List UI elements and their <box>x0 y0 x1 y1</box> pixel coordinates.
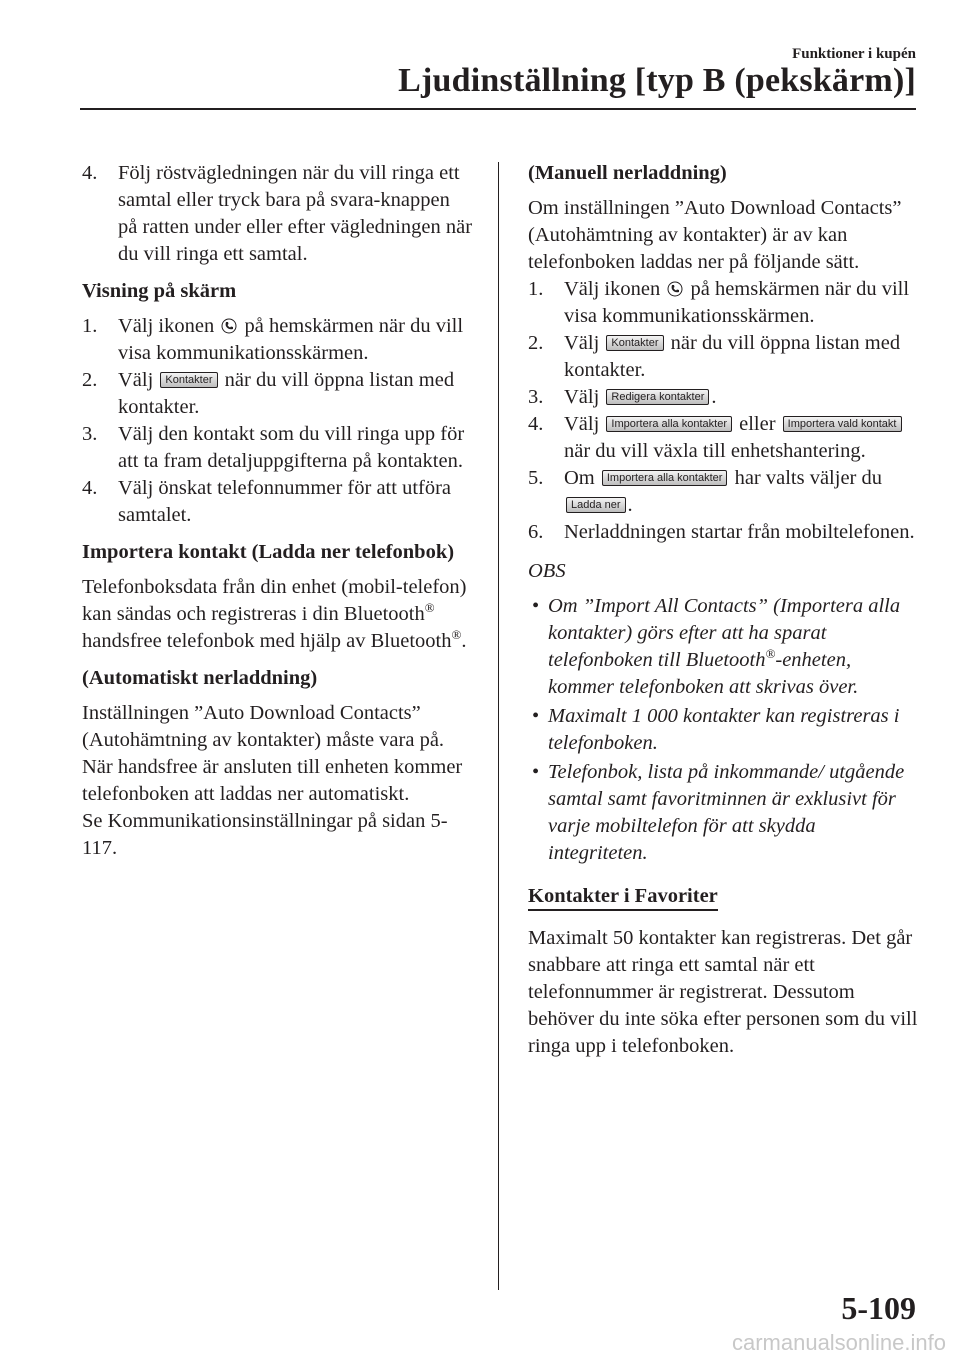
step-text-before: Om <box>564 467 595 489</box>
step-text-before: Välj <box>118 369 154 391</box>
registered-mark: ® <box>424 600 435 616</box>
manual-step-3 <box>528 384 920 411</box>
step-number: 2. <box>528 332 544 354</box>
step-text-before: Välj <box>564 332 600 354</box>
step-text-after: när du vill växla till enhetshantering. <box>564 440 866 462</box>
favorites-paragraph: Maximalt 50 kontakter kan registreras. Det går snabbare att ringa ett samtal när ett telefonnummer är registrerat. Dessutom behöver du inte söka efter personen som du vill ringa upp i telefonboken. <box>528 927 918 1057</box>
manual-download-paragraph: Om inställningen ”Auto Download Contacts” (Autohämtning av kontakter) är av kan telefonboken laddas ner på följande sätt. <box>528 197 902 273</box>
import-text-2: handsfree telefonbok med hjälp av Bluetooth <box>82 630 452 652</box>
contacts-button[interactable]: Kontakter <box>606 335 663 351</box>
left-column <box>82 160 472 862</box>
manual-step-1 <box>528 276 920 330</box>
note-text: Telefonbok, lista på inkommande/ utgående samtal samt favoritminnen är exklusivt för varje mobiltelefon för att skydda integriteten. <box>548 761 905 864</box>
step-text-after: . <box>627 494 633 516</box>
step-number: 3. <box>82 423 98 445</box>
display-heading: Visning på skärm <box>82 280 237 302</box>
step-number: 6. <box>528 521 544 543</box>
right-column <box>528 160 920 1060</box>
step-text-before: Välj <box>564 386 600 408</box>
step-text-after: . <box>711 386 717 408</box>
favorites-heading: Kontakter i Favoriter <box>528 883 718 911</box>
step-number: 3. <box>528 386 544 408</box>
voice-step-4 <box>82 160 472 268</box>
step-number: 1. <box>82 315 98 337</box>
note-text: Maximalt 1 000 kontakter kan registreras i telefonboken. <box>548 705 900 754</box>
watermark: carmanualsonline.info <box>731 1330 946 1355</box>
manual-step-4 <box>528 411 920 465</box>
step-text: Välj önskat telefonnummer för att utföra samtalet. <box>118 477 452 526</box>
running-header-section: Funktioner i kupén <box>792 46 916 62</box>
import-all-contacts-button[interactable]: Importera alla kontakter <box>606 416 732 432</box>
step-text: Nerladdningen startar från mobiltelefonen. <box>564 521 915 543</box>
note-label: OBS <box>528 560 566 582</box>
note-text-1: Om ”Import All Contacts” (Importera alla kontakter) görs efter att ha sparat telefonboken till Bluetooth <box>548 595 901 671</box>
step-number: 4. <box>82 477 98 499</box>
step-number: 1. <box>528 278 544 300</box>
import-heading: Importera kontakt (Ladda ner telefonbok) <box>82 541 455 563</box>
step-text-before: Välj ikonen <box>564 278 661 300</box>
step-number: 4. <box>82 162 98 184</box>
header-rule <box>80 108 916 110</box>
manual-step-2 <box>528 330 920 384</box>
registered-mark: ® <box>451 627 462 643</box>
page-title: Ljudinställning [typ B (pekskärm)] <box>398 62 916 99</box>
phone-icon <box>221 318 237 334</box>
display-step-4 <box>82 475 472 529</box>
step-number: 5. <box>528 467 544 489</box>
step-text-after: på hemskärmen när du vill visa kommunikationsskärmen. <box>118 315 464 364</box>
auto-download-paragraph: Inställningen ”Auto Download Contacts” (Autohämtning av kontakter) måste vara på. När handsfree är ansluten till enheten kommer telefonboken att laddas ner automatiskt. <box>82 702 463 805</box>
display-step-3 <box>82 421 472 475</box>
import-all-contacts-button[interactable]: Importera alla kontakter <box>602 470 728 486</box>
note-item <box>528 759 920 867</box>
step-text-before: Välj ikonen <box>118 315 215 337</box>
bullet: • <box>532 761 540 783</box>
manual-step-6 <box>528 519 920 546</box>
contacts-button[interactable]: Kontakter <box>160 372 217 388</box>
column-divider <box>498 162 499 1290</box>
import-selected-contact-button[interactable]: Importera vald kontakt <box>783 416 902 432</box>
step-text-after: när du vill öppna listan med kontakter. <box>564 332 901 381</box>
display-step-2 <box>82 367 472 421</box>
step-number: 2. <box>82 369 98 391</box>
step-text: Välj den kontakt som du vill ringa upp för att ta fram detaljuppgifterna på kontakten. <box>118 423 465 472</box>
step-text-after: på hemskärmen när du vill visa kommunikationsskärmen. <box>564 278 910 327</box>
step-text-after: när du vill öppna listan med kontakter. <box>118 369 455 418</box>
download-button[interactable]: Ladda ner <box>566 497 626 513</box>
phone-icon <box>667 281 683 297</box>
note-text-2: -enheten, kommer telefonboken att skrivas över. <box>548 649 859 698</box>
manual-download-heading: (Manuell nerladdning) <box>528 162 727 184</box>
page-number: 5-109 <box>841 1290 916 1326</box>
step-text-mid: har valts väljer du <box>734 467 882 489</box>
note-item <box>528 703 920 757</box>
edit-contacts-button[interactable]: Redigera kontakter <box>606 389 709 405</box>
step-text-mid: eller <box>739 413 776 435</box>
manual-step-5 <box>528 465 920 519</box>
bullet: • <box>532 595 540 617</box>
import-text-end: . <box>461 630 467 652</box>
settings-reference: Se Kommunikationsinställningar på sidan 5-117. <box>82 810 448 859</box>
auto-download-heading: (Automatiskt nerladdning) <box>82 667 318 689</box>
step-text: Följ röstvägledningen när du vill ringa ett samtal eller tryck bara på svara-knappen på ratten under eller efter vägledningen när du vill ringa ett samtal. <box>118 162 473 265</box>
import-paragraph <box>82 574 472 655</box>
bullet: • <box>532 705 540 727</box>
note-item <box>528 593 920 701</box>
display-step-1 <box>82 313 472 367</box>
step-number: 4. <box>528 413 544 435</box>
import-text-1: Telefonboksdata från din enhet (mobil-telefon) kan sändas och registreras i din Bluetooth <box>82 576 467 625</box>
step-text-before: Välj <box>564 413 600 435</box>
registered-mark: ® <box>765 646 776 662</box>
